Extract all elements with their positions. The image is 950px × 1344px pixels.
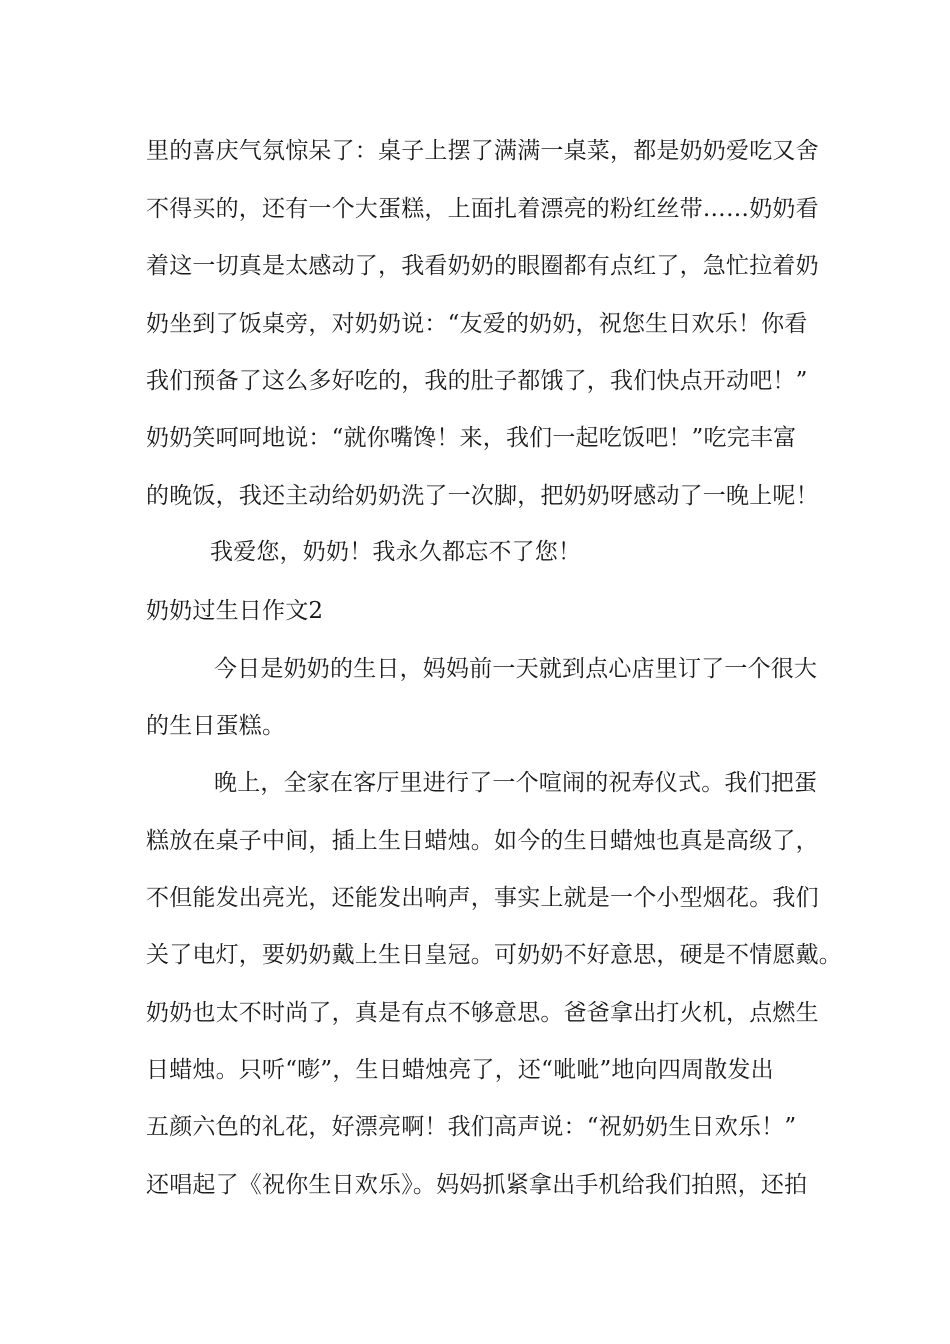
text-line: 关了电灯，要奶奶戴上生日皇冠。可奶奶不好意思，硬是不情愿戴。 xyxy=(146,942,842,968)
section-heading: 奶奶过生日作文2 xyxy=(146,598,324,624)
text-line: 的生日蛋糕。 xyxy=(146,713,286,739)
text-line: 奶奶笑呵呵地说：“就你嘴馋！来，我们一起吃饭吧！”吃完丰富 xyxy=(146,425,797,451)
text-line: 不但能发出亮光，还能发出响声，事实上就是一个小型烟花。我们 xyxy=(146,885,819,911)
text-line: 不得买的，还有一个大蛋糕，上面扎着漂亮的粉红丝带……奶奶看 xyxy=(146,196,819,222)
text-line: 还唱起了《祝你生日欢乐》。妈妈抓紧拿出手机给我们拍照，还拍 xyxy=(146,1172,808,1198)
text-line: 我们预备了这么多好吃的，我的肚子都饿了，我们快点开动吧！” xyxy=(146,368,808,394)
text-line: 着这一切真是太感动了，我看奶奶的眼圈都有点红了，急忙拉着奶 xyxy=(146,253,819,279)
text-line: 里的喜庆气氛惊呆了：桌子上摆了满满一桌菜，都是奶奶爱吃又舍 xyxy=(146,138,819,164)
text-line: 今日是奶奶的生日，妈妈前一天就到点心店里订了一个很大 xyxy=(214,656,818,682)
text-line: 我爱您，奶奶！我永久都忘不了您！ xyxy=(210,539,582,565)
text-line: 糕放在桌子中间，插上生日蜡烛。如今的生日蜡烛也真是高级了， xyxy=(146,828,819,854)
text-line: 五颜六色的礼花，好漂亮啊！我们高声说：“祝奶奶生日欢乐！” xyxy=(146,1114,797,1140)
text-line: 晚上，全家在客厅里进行了一个喧闹的祝寿仪式。我们把蛋 xyxy=(214,770,818,796)
text-line: 奶奶也太不时尚了，真是有点不够意思。爸爸拿出打火机，点燃生 xyxy=(146,1000,819,1026)
text-line: 奶坐到了饭桌旁，对奶奶说：“友爱的奶奶，祝您生日欢乐！你看 xyxy=(146,311,808,337)
text-line: 日蜡烛。只听“嘭”，生日蜡烛亮了，还“呲呲”地向四周散发出 xyxy=(146,1057,774,1083)
text-line: 的晚饭，我还主动给奶奶洗了一次脚，把奶奶呀感动了一晚上呢！ xyxy=(146,483,819,509)
